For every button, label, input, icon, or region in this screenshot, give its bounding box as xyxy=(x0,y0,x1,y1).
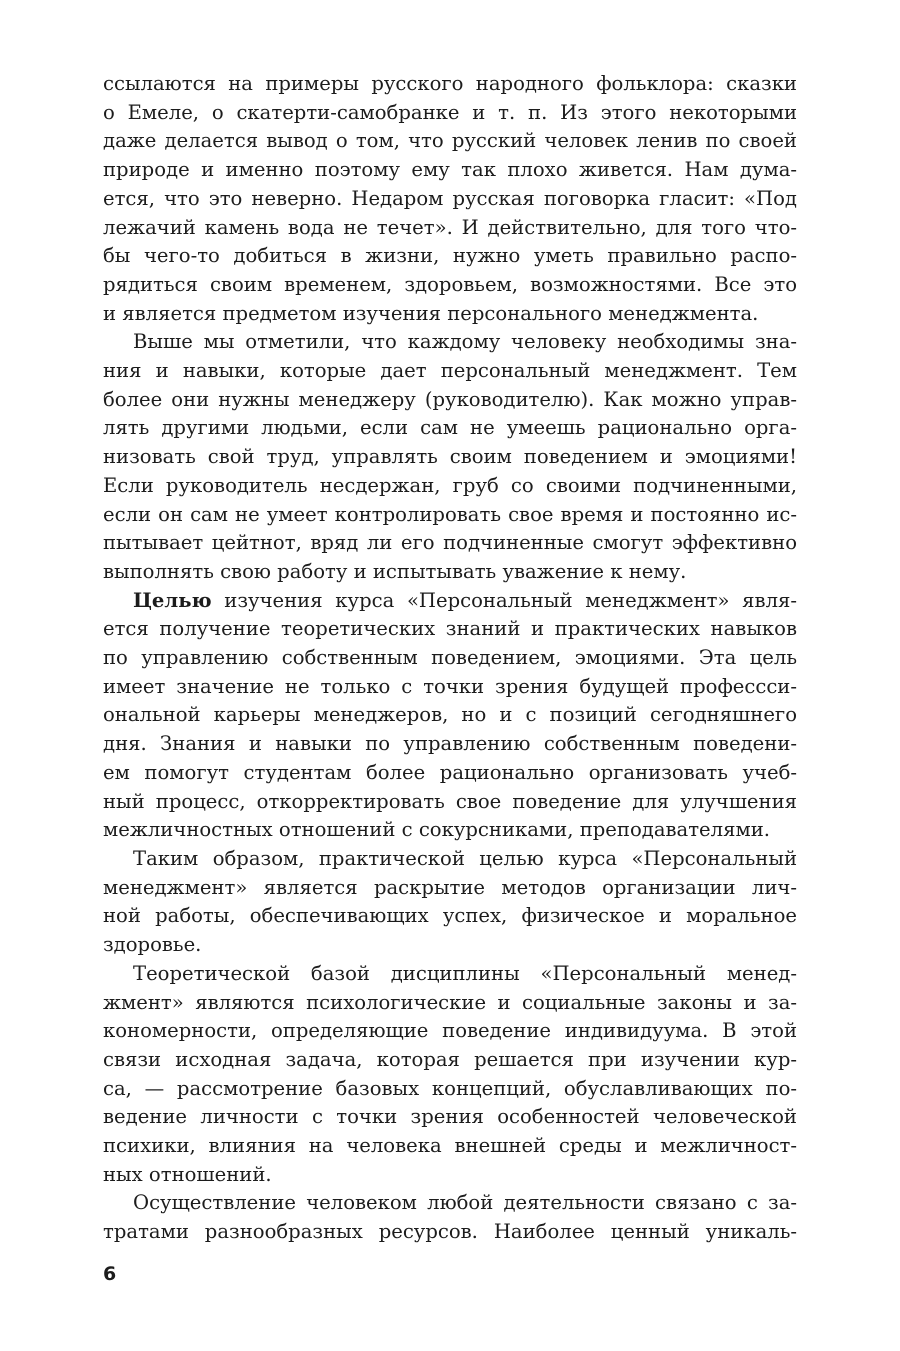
page-number: 6 xyxy=(103,1263,117,1285)
text-line: Таким образом, практической целью курса «Персональный xyxy=(133,846,797,870)
text-line: ссылаются на примеры русского народного фольклора: сказки xyxy=(103,72,797,95)
text-line: Если руководитель несдержан, груб со своими подчиненными, xyxy=(103,473,797,497)
text-line-rest: изучения курса «Персональный менеджмент» явля- xyxy=(211,588,797,612)
text-line: низовать свой труд, управлять своим поведением и эмоциями! xyxy=(103,445,797,469)
paragraph-5 xyxy=(103,960,797,1190)
text-line: тратами разнообразных ресурсов. Наиболее ценный уникаль- xyxy=(103,1220,797,1244)
text-line: лежачий камень вода не течет». И действительно, для того что- xyxy=(103,215,797,239)
text-line: ется, что это неверно. Недаром русская поговорка гласит: «Под xyxy=(103,186,797,210)
text-line: связи исходная задача, которая решается при изучении кур- xyxy=(103,1047,797,1071)
text-line: межличностных отношений с сокурсниками, преподавателями. xyxy=(103,818,770,842)
text-line: менеджмент» является раскрытие методов организации лич- xyxy=(103,875,797,899)
text-line: бы чего-то добиться в жизни, нужно уметь правильно распо- xyxy=(103,244,797,268)
text-line: рядиться своим временем, здоровьем, возможностями. Все это xyxy=(103,272,797,296)
text-line: ный процесс, откорректировать свое поведение для улучшения xyxy=(103,789,797,813)
bold-term: Целью xyxy=(133,588,212,612)
paragraph-6 xyxy=(103,1189,797,1246)
text-line: даже делается вывод о том, что русский человек ленив по своей xyxy=(103,129,797,153)
paragraph-1 xyxy=(103,70,797,328)
text-line: о Емеле, о скатерти-самобранке и т. п. Из этого некоторыми xyxy=(103,100,797,124)
text-line: психики, влияния на человека внешней среды и межличност- xyxy=(103,1134,797,1158)
text-line: Выше мы отметили, что каждому человеку необходимы зна- xyxy=(133,330,797,354)
paragraph-2 xyxy=(103,328,797,586)
paragraph-3 xyxy=(103,587,797,845)
text-line: ведение личности с точки зрения особенностей человеческой xyxy=(103,1105,797,1129)
text-line: более они нужны менеджеру (руководителю). Как можно управ- xyxy=(103,387,797,411)
text-line: природе и именно поэтому ему так плохо живется. Нам дума- xyxy=(103,158,797,182)
text-line: ной работы, обеспечивающих успех, физическое и моральное xyxy=(103,904,797,928)
text-line xyxy=(103,587,797,616)
text-line: здоровье. xyxy=(103,933,202,957)
text-line: имеет значение не только с точки зрения будущей профессси- xyxy=(103,674,797,698)
text-line: и является предметом изучения персонального менеджмента. xyxy=(103,301,759,325)
text-line: если он сам не умеет контролировать свое время и постоянно ис- xyxy=(103,502,797,526)
text-line: лять другими людьми, если сам не умеешь рационально орга- xyxy=(103,416,797,440)
text-line: ется получение теоретических знаний и практических навыков xyxy=(103,617,797,641)
text-line: Теоретической базой дисциплины «Персональный менед- xyxy=(133,961,797,985)
text-line: дня. Знания и навыки по управлению собственным поведени- xyxy=(103,732,797,756)
text-line: ональной карьеры менеджеров, но и с позиций сегодняшнего xyxy=(103,703,797,727)
text-line: кономерности, определяющие поведение индивидуума. В этой xyxy=(103,1019,797,1043)
text-line: Осуществление человеком любой деятельности связано с за- xyxy=(133,1191,797,1215)
text-line: ных отношений. xyxy=(103,1162,272,1186)
text-line: по управлению собственным поведением, эмоциями. Эта цель xyxy=(103,646,797,670)
text-line: са, — рассмотрение базовых концепций, обуславливающих по- xyxy=(103,1076,797,1100)
text-line: ния и навыки, которые дает персональный менеджмент. Тем xyxy=(103,359,797,383)
text-line: жмент» являются психологические и социальные законы и за- xyxy=(103,990,797,1014)
page-content xyxy=(103,70,797,1247)
paragraph-4 xyxy=(103,845,797,960)
text-line: выполнять свою работу и испытывать уважение к нему. xyxy=(103,559,687,583)
text-line: пытывает цейтнот, вряд ли его подчиненные смогут эффективно xyxy=(103,531,797,555)
body-text xyxy=(103,70,797,1247)
text-line: ем помогут студентам более рационально организовать учеб- xyxy=(103,760,797,784)
